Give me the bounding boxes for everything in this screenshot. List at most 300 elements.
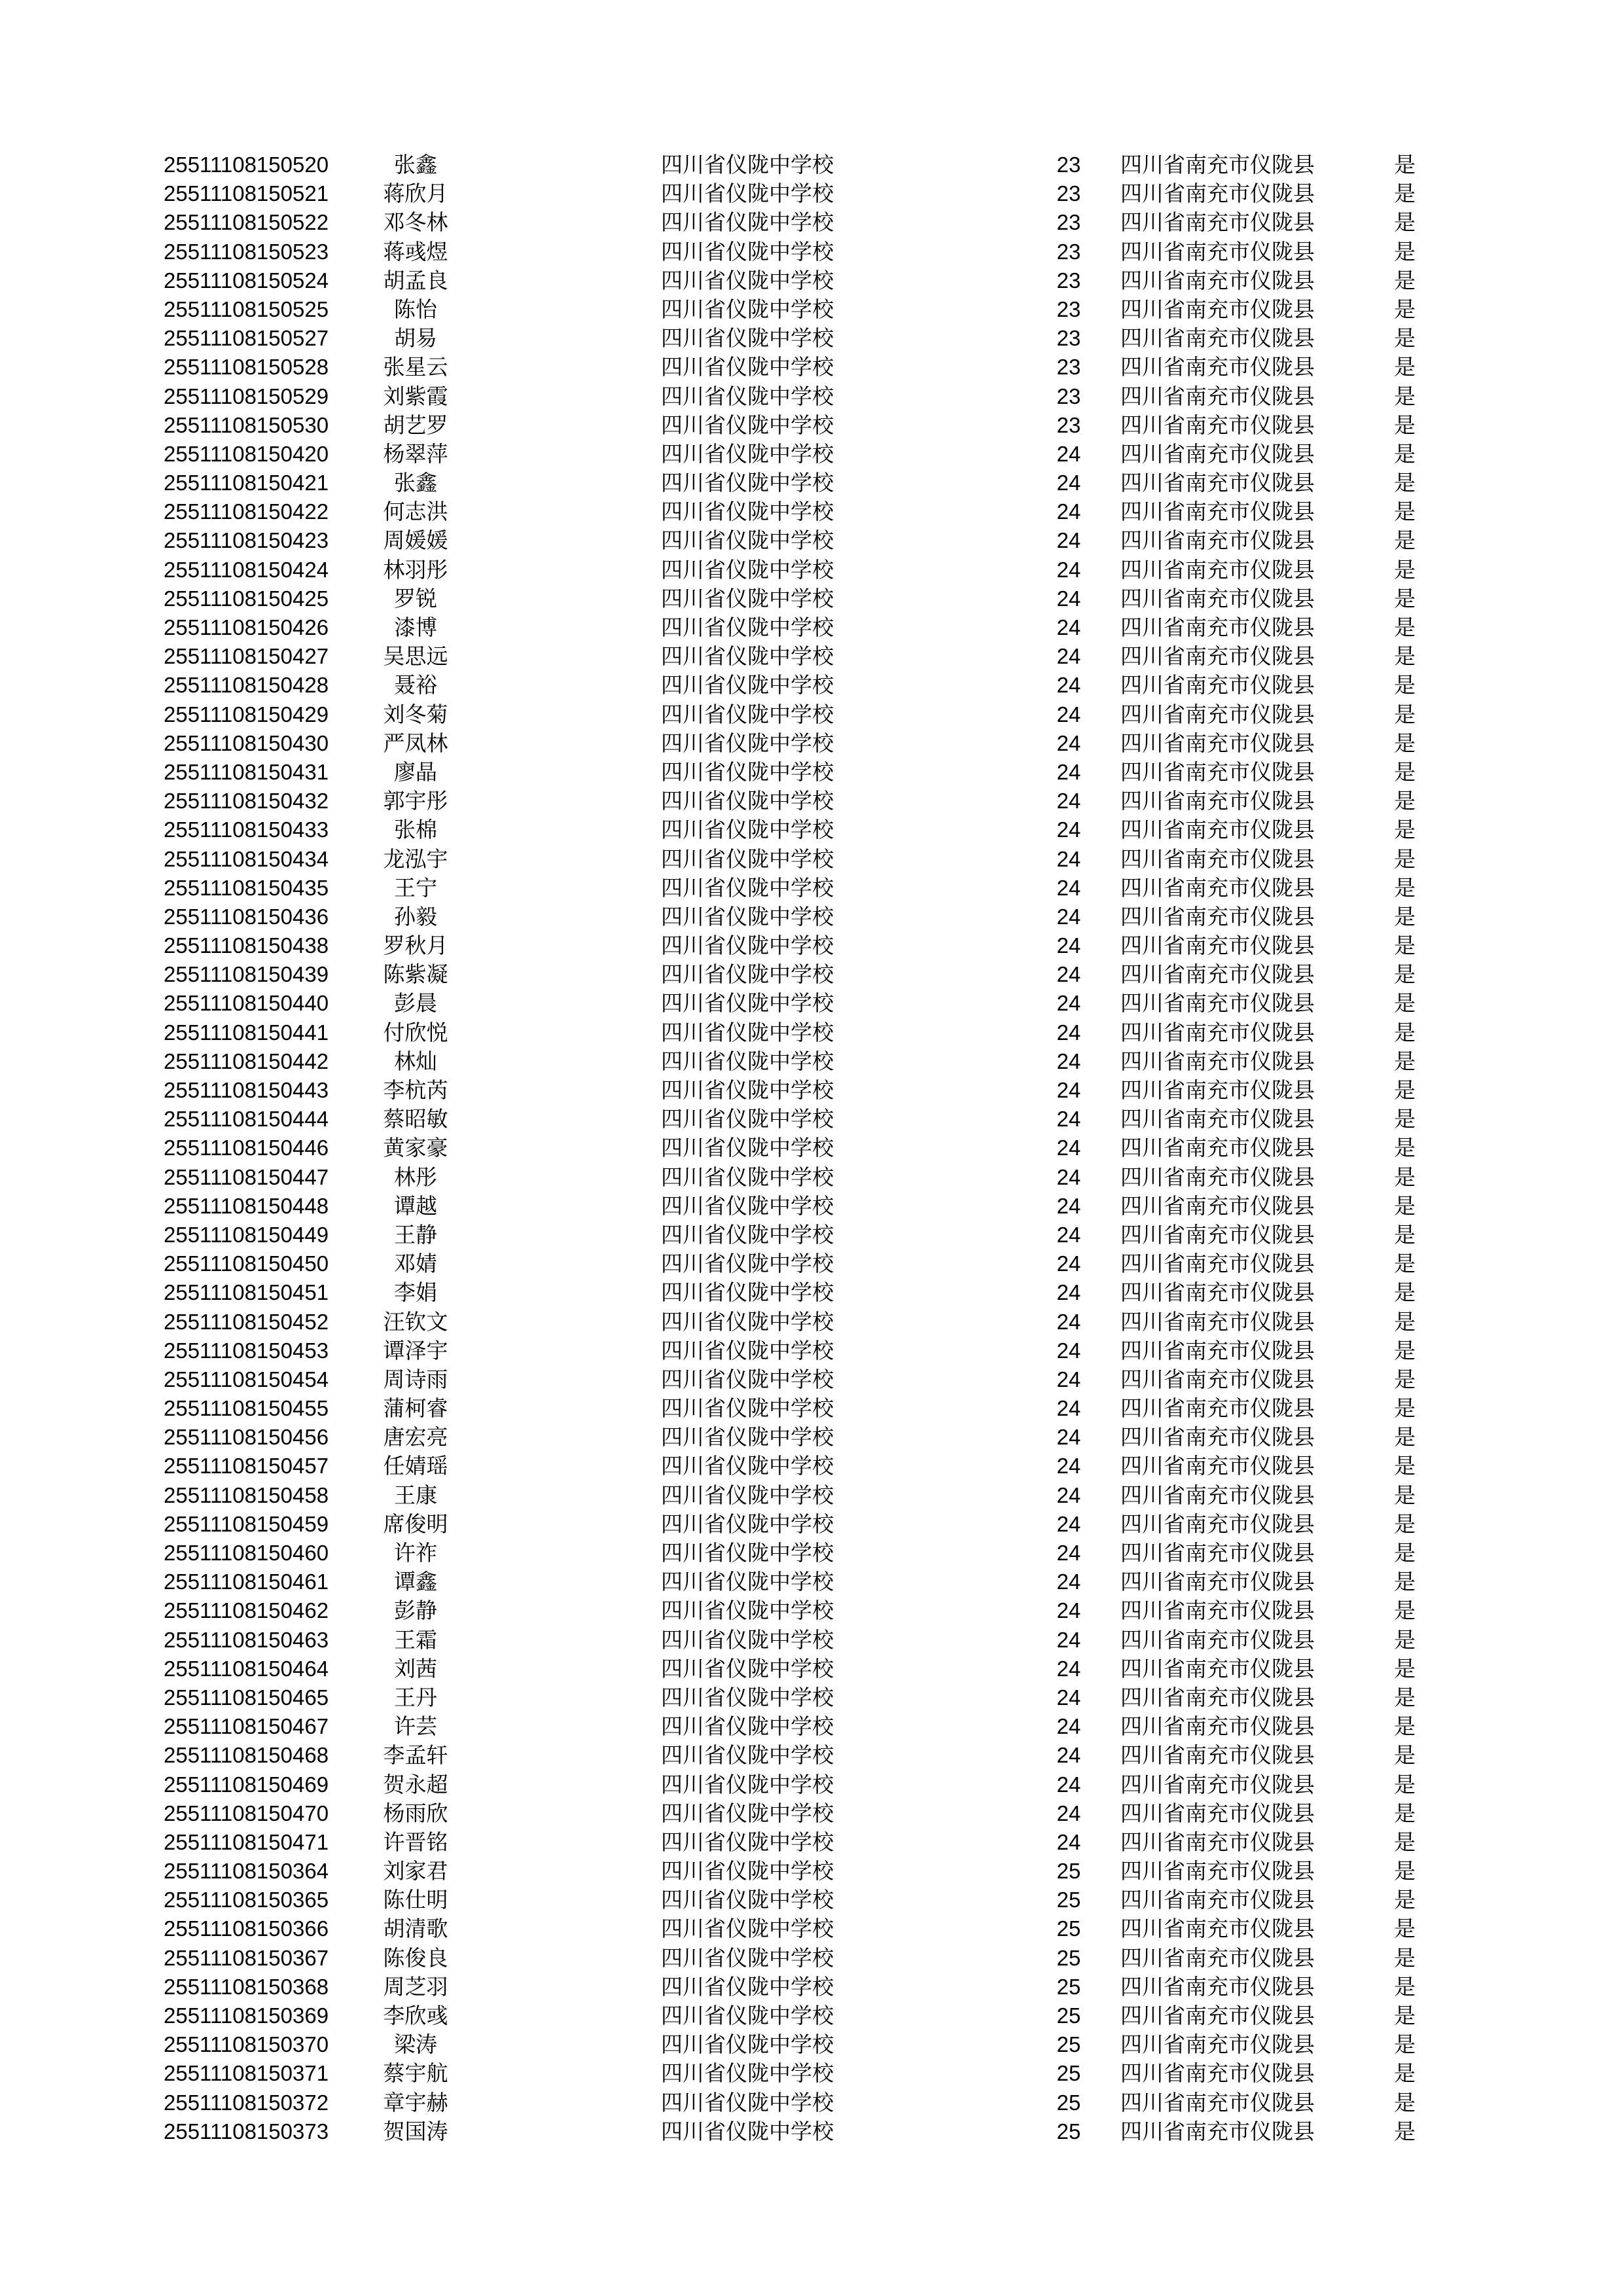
table-row xyxy=(0,1047,1623,1076)
school-cell: 四川省仪陇中学校 xyxy=(661,528,834,554)
class-number-cell: 24 xyxy=(1056,1164,1081,1189)
region-cell: 四川省南充市仪陇县 xyxy=(1120,1916,1315,1942)
class-number-cell: 24 xyxy=(1056,1627,1081,1652)
student-name-cell: 李娟 xyxy=(394,1280,437,1306)
region-cell: 四川省南充市仪陇县 xyxy=(1120,874,1315,901)
class-number-cell: 24 xyxy=(1056,1714,1081,1739)
region-cell: 四川省南充市仪陇县 xyxy=(1120,788,1315,814)
school-cell: 四川省仪陇中学校 xyxy=(661,846,834,872)
table-row xyxy=(0,1105,1623,1134)
exam-number-cell: 25511108150433 xyxy=(164,817,329,842)
student-name-cell: 张鑫 xyxy=(394,152,437,177)
flag-cell: 是 xyxy=(1394,1916,1416,1942)
school-cell: 四川省仪陇中学校 xyxy=(661,1221,834,1247)
exam-number-cell: 25511108150528 xyxy=(164,355,329,380)
flag-cell: 是 xyxy=(1394,412,1416,438)
school-cell: 四川省仪陇中学校 xyxy=(661,2060,834,2087)
region-cell: 四川省南充市仪陇县 xyxy=(1120,325,1315,351)
class-number-cell: 25 xyxy=(1056,1859,1081,1884)
table-row xyxy=(0,960,1623,989)
flag-cell: 是 xyxy=(1394,1482,1416,1508)
class-number-cell: 23 xyxy=(1056,384,1081,408)
table-row xyxy=(0,1394,1623,1423)
flag-cell: 是 xyxy=(1394,528,1416,554)
region-cell: 四川省南充市仪陇县 xyxy=(1120,817,1315,843)
flag-cell: 是 xyxy=(1394,1771,1416,1797)
class-number-cell: 23 xyxy=(1056,326,1081,351)
exam-number-cell: 25511108150444 xyxy=(164,1107,329,1132)
region-cell: 四川省南充市仪陇县 xyxy=(1120,961,1315,988)
exam-number-cell: 25511108150460 xyxy=(164,1541,329,1565)
exam-number-cell: 25511108150424 xyxy=(164,557,329,582)
class-number-cell: 24 xyxy=(1056,702,1081,726)
class-number-cell: 24 xyxy=(1056,441,1081,466)
student-name-cell: 王康 xyxy=(394,1482,437,1508)
flag-cell: 是 xyxy=(1394,1106,1416,1132)
flag-cell: 是 xyxy=(1394,1858,1416,1884)
exam-number-cell: 25511108150422 xyxy=(164,499,329,524)
class-number-cell: 24 xyxy=(1056,1829,1081,1854)
exam-number-cell: 25511108150371 xyxy=(164,2061,329,2086)
student-name-cell: 许芸 xyxy=(394,1713,437,1740)
school-cell: 四川省仪陇中学校 xyxy=(661,1019,834,1045)
exam-number-cell: 25511108150430 xyxy=(164,730,329,755)
school-cell: 四川省仪陇中学校 xyxy=(661,817,834,843)
table-row xyxy=(0,238,1623,266)
student-name-cell: 蒋欣月 xyxy=(383,181,448,207)
student-name-cell: 贺国涛 xyxy=(383,2118,448,2144)
class-number-cell: 24 xyxy=(1056,1078,1081,1102)
student-name-cell: 贺永超 xyxy=(383,1771,448,1797)
student-name-cell: 张棉 xyxy=(394,817,437,843)
school-cell: 四川省仪陇中学校 xyxy=(661,1106,834,1132)
school-cell: 四川省仪陇中学校 xyxy=(661,1945,834,1971)
student-name-cell: 蒲柯睿 xyxy=(383,1395,448,1422)
region-cell: 四川省南充市仪陇县 xyxy=(1120,1858,1315,1884)
exam-number-cell: 25511108150440 xyxy=(164,991,329,1016)
exam-number-cell: 25511108150454 xyxy=(164,1367,329,1391)
student-name-cell: 刘家君 xyxy=(383,1858,448,1884)
exam-number-cell: 25511108150373 xyxy=(164,2119,329,2144)
flag-cell: 是 xyxy=(1394,181,1416,207)
school-cell: 四川省仪陇中学校 xyxy=(661,1598,834,1624)
exam-number-cell: 25511108150442 xyxy=(164,1049,329,1073)
class-number-cell: 24 xyxy=(1056,846,1081,871)
region-cell: 四川省南充市仪陇县 xyxy=(1120,846,1315,872)
student-name-cell: 刘冬菊 xyxy=(383,701,448,727)
school-cell: 四川省仪陇中学校 xyxy=(661,2089,834,2115)
flag-cell: 是 xyxy=(1394,933,1416,959)
table-row xyxy=(0,1365,1623,1394)
class-number-cell: 24 xyxy=(1056,528,1081,553)
region-cell: 四川省南充市仪陇县 xyxy=(1120,1424,1315,1450)
school-cell: 四川省仪陇中学校 xyxy=(661,1395,834,1422)
flag-cell: 是 xyxy=(1394,701,1416,727)
school-cell: 四川省仪陇中学校 xyxy=(661,1829,834,1855)
class-number-cell: 24 xyxy=(1056,1685,1081,1710)
school-cell: 四川省仪陇中学校 xyxy=(661,296,834,322)
class-number-cell: 25 xyxy=(1056,2090,1081,2115)
table-row xyxy=(0,671,1623,700)
table-row xyxy=(0,816,1623,844)
region-cell: 四川省南充市仪陇县 xyxy=(1120,1973,1315,2000)
region-cell: 四川省南充市仪陇县 xyxy=(1120,383,1315,409)
exam-number-cell: 25511108150463 xyxy=(164,1627,329,1652)
table-row xyxy=(0,469,1623,497)
class-number-cell: 24 xyxy=(1056,759,1081,784)
school-cell: 四川省仪陇中学校 xyxy=(661,1308,834,1335)
school-cell: 四川省仪陇中学校 xyxy=(661,1742,834,1768)
class-number-cell: 25 xyxy=(1056,1916,1081,1941)
exam-number-cell: 25511108150446 xyxy=(164,1136,329,1160)
exam-number-cell: 25511108150432 xyxy=(164,789,329,814)
exam-number-cell: 25511108150462 xyxy=(164,1598,329,1623)
student-name-cell: 李欣彧 xyxy=(383,2003,448,2028)
flag-cell: 是 xyxy=(1394,2089,1416,2115)
class-number-cell: 24 xyxy=(1056,1251,1081,1276)
flag-cell: 是 xyxy=(1394,990,1416,1016)
exam-number-cell: 25511108150464 xyxy=(164,1656,329,1681)
school-cell: 四川省仪陇中学校 xyxy=(661,325,834,351)
table-row xyxy=(0,2059,1623,2088)
school-cell: 四川省仪陇中学校 xyxy=(661,1511,834,1537)
table-row xyxy=(0,266,1623,295)
region-cell: 四川省南充市仪陇县 xyxy=(1120,354,1315,380)
exam-number-cell: 25511108150524 xyxy=(164,268,329,293)
flag-cell: 是 xyxy=(1394,1973,1416,2000)
region-cell: 四川省南充市仪陇县 xyxy=(1120,1280,1315,1306)
school-cell: 四川省仪陇中学校 xyxy=(661,759,834,785)
table-row xyxy=(0,2030,1623,2059)
class-number-cell: 23 xyxy=(1056,152,1081,177)
table-row xyxy=(0,1018,1623,1047)
flag-cell: 是 xyxy=(1394,788,1416,814)
exam-number-cell: 25511108150461 xyxy=(164,1570,329,1594)
flag-cell: 是 xyxy=(1394,1829,1416,1855)
student-name-cell: 吴思远 xyxy=(383,643,448,670)
student-name-cell: 付欣悦 xyxy=(383,1019,448,1045)
exam-number-cell: 25511108150426 xyxy=(164,615,329,639)
region-cell: 四川省南充市仪陇县 xyxy=(1120,2089,1315,2115)
class-number-cell: 24 xyxy=(1056,1338,1081,1363)
student-name-cell: 周诗雨 xyxy=(383,1366,448,1392)
student-name-cell: 谭越 xyxy=(394,1193,437,1219)
region-cell: 四川省南充市仪陇县 xyxy=(1120,238,1315,264)
flag-cell: 是 xyxy=(1394,874,1416,901)
class-number-cell: 24 xyxy=(1056,1425,1081,1450)
table-row xyxy=(0,1973,1623,2001)
school-cell: 四川省仪陇中学校 xyxy=(661,181,834,207)
table-row xyxy=(0,1596,1623,1625)
student-name-cell: 胡易 xyxy=(394,325,437,351)
flag-cell: 是 xyxy=(1394,267,1416,293)
region-cell: 四川省南充市仪陇县 xyxy=(1120,1395,1315,1422)
region-cell: 四川省南充市仪陇县 xyxy=(1120,585,1315,611)
class-number-cell: 24 xyxy=(1056,1511,1081,1536)
table-row xyxy=(0,497,1623,526)
region-cell: 四川省南充市仪陇县 xyxy=(1120,1684,1315,1710)
school-cell: 四川省仪陇中学校 xyxy=(661,1540,834,1566)
flag-cell: 是 xyxy=(1394,643,1416,670)
region-cell: 四川省南充市仪陇县 xyxy=(1120,2118,1315,2144)
table-row xyxy=(0,758,1623,787)
student-name-cell: 席俊明 xyxy=(383,1511,448,1537)
region-cell: 四川省南充市仪陇县 xyxy=(1120,209,1315,236)
exam-number-cell: 25511108150520 xyxy=(164,152,329,177)
exam-number-cell: 25511108150530 xyxy=(164,412,329,437)
region-cell: 四川省南充市仪陇县 xyxy=(1120,730,1315,756)
flag-cell: 是 xyxy=(1394,1945,1416,1971)
student-name-cell: 漆博 xyxy=(394,615,437,640)
exam-number-cell: 25511108150421 xyxy=(164,471,329,495)
exam-number-cell: 25511108150436 xyxy=(164,904,329,929)
flag-cell: 是 xyxy=(1394,1308,1416,1335)
school-cell: 四川省仪陇中学校 xyxy=(661,643,834,670)
student-name-cell: 刘紫霞 xyxy=(383,383,448,409)
school-cell: 四川省仪陇中学校 xyxy=(661,1626,834,1653)
exam-number-cell: 25511108150428 xyxy=(164,673,329,698)
region-cell: 四川省南充市仪陇县 xyxy=(1120,2032,1315,2058)
table-row xyxy=(0,411,1623,440)
region-cell: 四川省南充市仪陇县 xyxy=(1120,701,1315,727)
student-name-cell: 黄家豪 xyxy=(383,1135,448,1161)
exam-number-cell: 25511108150470 xyxy=(164,1801,329,1825)
school-cell: 四川省仪陇中学校 xyxy=(661,1482,834,1508)
exam-number-cell: 25511108150367 xyxy=(164,1945,329,1970)
student-name-cell: 周芝羽 xyxy=(383,1973,448,2000)
class-number-cell: 24 xyxy=(1056,1772,1081,1797)
class-number-cell: 24 xyxy=(1056,1020,1081,1045)
region-cell: 四川省南充市仪陇县 xyxy=(1120,1221,1315,1247)
region-cell: 四川省南充市仪陇县 xyxy=(1120,615,1315,640)
region-cell: 四川省南充市仪陇县 xyxy=(1120,470,1315,496)
class-number-cell: 23 xyxy=(1056,412,1081,437)
region-cell: 四川省南充市仪陇县 xyxy=(1120,1482,1315,1508)
exam-number-cell: 25511108150364 xyxy=(164,1859,329,1884)
flag-cell: 是 xyxy=(1394,1684,1416,1710)
class-number-cell: 23 xyxy=(1056,181,1081,206)
exam-number-cell: 25511108150467 xyxy=(164,1714,329,1739)
region-cell: 四川省南充市仪陇县 xyxy=(1120,643,1315,670)
school-cell: 四川省仪陇中学校 xyxy=(661,440,834,467)
school-cell: 四川省仪陇中学校 xyxy=(661,874,834,901)
flag-cell: 是 xyxy=(1394,556,1416,583)
flag-cell: 是 xyxy=(1394,1453,1416,1479)
table-row xyxy=(0,526,1623,555)
exam-number-cell: 25511108150369 xyxy=(164,2003,329,2028)
class-number-cell: 23 xyxy=(1056,355,1081,380)
school-cell: 四川省仪陇中学校 xyxy=(661,990,834,1016)
class-number-cell: 24 xyxy=(1056,1454,1081,1479)
student-name-cell: 唐宏亮 xyxy=(383,1424,448,1450)
table-row xyxy=(0,1886,1623,1914)
school-cell: 四川省仪陇中学校 xyxy=(661,1916,834,1942)
school-cell: 四川省仪陇中学校 xyxy=(661,267,834,293)
student-name-cell: 陈紫凝 xyxy=(383,961,448,988)
school-cell: 四川省仪陇中学校 xyxy=(661,903,834,929)
region-cell: 四川省南充市仪陇县 xyxy=(1120,1800,1315,1826)
table-row xyxy=(0,1308,1623,1336)
flag-cell: 是 xyxy=(1394,2032,1416,2058)
region-cell: 四川省南充市仪陇县 xyxy=(1120,1540,1315,1566)
school-cell: 四川省仪陇中学校 xyxy=(661,1048,834,1074)
table-row xyxy=(0,642,1623,671)
school-cell: 四川省仪陇中学校 xyxy=(661,209,834,236)
exam-number-cell: 25511108150468 xyxy=(164,1743,329,1768)
school-cell: 四川省仪陇中学校 xyxy=(661,1251,834,1277)
student-name-cell: 李孟轩 xyxy=(383,1742,448,1768)
exam-number-cell: 25511108150372 xyxy=(164,2090,329,2115)
exam-number-cell: 25511108150522 xyxy=(164,210,329,235)
flag-cell: 是 xyxy=(1394,1713,1416,1740)
flag-cell: 是 xyxy=(1394,2003,1416,2028)
student-name-cell: 许晋铭 xyxy=(383,1829,448,1855)
student-name-cell: 林羽彤 xyxy=(383,556,448,583)
flag-cell: 是 xyxy=(1394,672,1416,698)
table-row xyxy=(0,989,1623,1018)
school-cell: 四川省仪陇中学校 xyxy=(661,1713,834,1740)
class-number-cell: 25 xyxy=(1056,2061,1081,2086)
exam-number-cell: 25511108150439 xyxy=(164,962,329,987)
class-number-cell: 24 xyxy=(1056,557,1081,582)
flag-cell: 是 xyxy=(1394,1337,1416,1363)
exam-number-cell: 25511108150429 xyxy=(164,702,329,726)
table-row xyxy=(0,440,1623,469)
flag-cell: 是 xyxy=(1394,238,1416,264)
exam-number-cell: 25511108150471 xyxy=(164,1829,329,1854)
table-row xyxy=(0,1655,1623,1683)
class-number-cell: 24 xyxy=(1056,933,1081,958)
class-number-cell: 24 xyxy=(1056,875,1081,900)
flag-cell: 是 xyxy=(1394,499,1416,525)
school-cell: 四川省仪陇中学校 xyxy=(661,672,834,698)
table-row xyxy=(0,2089,1623,2117)
table-row xyxy=(0,208,1623,237)
school-cell: 四川省仪陇中学校 xyxy=(661,1164,834,1190)
table-row xyxy=(0,1799,1623,1828)
table-row xyxy=(0,1568,1623,1596)
flag-cell: 是 xyxy=(1394,1511,1416,1537)
table-row xyxy=(0,845,1623,874)
exam-number-cell: 25511108150368 xyxy=(164,1974,329,1999)
table-row xyxy=(0,1510,1623,1539)
table-row xyxy=(0,1539,1623,1568)
school-cell: 四川省仪陇中学校 xyxy=(661,585,834,611)
student-name-cell: 王宁 xyxy=(394,874,437,901)
class-number-cell: 24 xyxy=(1056,817,1081,842)
school-cell: 四川省仪陇中学校 xyxy=(661,1193,834,1219)
school-cell: 四川省仪陇中学校 xyxy=(661,615,834,640)
school-cell: 四川省仪陇中学校 xyxy=(661,2003,834,2028)
table-row xyxy=(0,1914,1623,1943)
student-name-cell: 胡孟良 xyxy=(383,267,448,293)
flag-cell: 是 xyxy=(1394,1221,1416,1247)
student-name-cell: 李杭芮 xyxy=(383,1077,448,1103)
region-cell: 四川省南充市仪陇县 xyxy=(1120,152,1315,177)
class-number-cell: 24 xyxy=(1056,1743,1081,1768)
table-row xyxy=(0,1741,1623,1770)
flag-cell: 是 xyxy=(1394,615,1416,640)
student-name-cell: 罗锐 xyxy=(394,585,437,611)
flag-cell: 是 xyxy=(1394,1540,1416,1566)
school-cell: 四川省仪陇中学校 xyxy=(661,2118,834,2144)
flag-cell: 是 xyxy=(1394,440,1416,467)
table-row xyxy=(0,1336,1623,1365)
region-cell: 四川省南充市仪陇县 xyxy=(1120,1164,1315,1190)
table-row xyxy=(0,1423,1623,1452)
table-row xyxy=(0,874,1623,903)
school-cell: 四川省仪陇中学校 xyxy=(661,1077,834,1103)
region-cell: 四川省南充市仪陇县 xyxy=(1120,933,1315,959)
region-cell: 四川省南充市仪陇县 xyxy=(1120,1771,1315,1797)
table-row xyxy=(0,787,1623,816)
region-cell: 四川省南充市仪陇县 xyxy=(1120,528,1315,554)
exam-number-cell: 25511108150427 xyxy=(164,644,329,669)
class-number-cell: 24 xyxy=(1056,1570,1081,1594)
table-row xyxy=(0,295,1623,324)
class-number-cell: 25 xyxy=(1056,1888,1081,1912)
flag-cell: 是 xyxy=(1394,1800,1416,1826)
student-name-cell: 蔡昭敏 xyxy=(383,1106,448,1132)
region-cell: 四川省南充市仪陇县 xyxy=(1120,1945,1315,1971)
school-cell: 四川省仪陇中学校 xyxy=(661,701,834,727)
flag-cell: 是 xyxy=(1394,903,1416,929)
table-row xyxy=(0,729,1623,758)
exam-number-cell: 25511108150441 xyxy=(164,1020,329,1045)
student-name-cell: 罗秋月 xyxy=(383,933,448,959)
table-row xyxy=(0,179,1623,208)
student-name-cell: 王丹 xyxy=(394,1684,437,1710)
region-cell: 四川省南充市仪陇县 xyxy=(1120,1453,1315,1479)
region-cell: 四川省南充市仪陇县 xyxy=(1120,2003,1315,2028)
exam-number-cell: 25511108150521 xyxy=(164,181,329,206)
student-name-cell: 谭鑫 xyxy=(394,1569,437,1595)
exam-number-cell: 25511108150448 xyxy=(164,1193,329,1218)
table-row xyxy=(0,1221,1623,1249)
flag-cell: 是 xyxy=(1394,1742,1416,1768)
flag-cell: 是 xyxy=(1394,470,1416,496)
flag-cell: 是 xyxy=(1394,354,1416,380)
class-number-cell: 24 xyxy=(1056,499,1081,524)
student-name-cell: 梁涛 xyxy=(394,2032,437,2058)
student-name-cell: 王霜 xyxy=(394,1626,437,1653)
school-cell: 四川省仪陇中学校 xyxy=(661,1800,834,1826)
school-cell: 四川省仪陇中学校 xyxy=(661,1887,834,1913)
region-cell: 四川省南充市仪陇县 xyxy=(1120,1077,1315,1103)
school-cell: 四川省仪陇中学校 xyxy=(661,556,834,583)
exam-number-cell: 25511108150458 xyxy=(164,1482,329,1507)
class-number-cell: 25 xyxy=(1056,2032,1081,2057)
flag-cell: 是 xyxy=(1394,585,1416,611)
table-row xyxy=(0,2001,1623,2030)
region-cell: 四川省南充市仪陇县 xyxy=(1120,1337,1315,1363)
school-cell: 四川省仪陇中学校 xyxy=(661,2032,834,2058)
class-number-cell: 24 xyxy=(1056,1107,1081,1132)
school-cell: 四川省仪陇中学校 xyxy=(661,1280,834,1306)
flag-cell: 是 xyxy=(1394,1655,1416,1681)
student-name-cell: 林彤 xyxy=(394,1164,437,1190)
region-cell: 四川省南充市仪陇县 xyxy=(1120,440,1315,467)
region-cell: 四川省南充市仪陇县 xyxy=(1120,1106,1315,1132)
region-cell: 四川省南充市仪陇县 xyxy=(1120,1713,1315,1740)
student-name-cell: 彭静 xyxy=(394,1598,437,1624)
table-row xyxy=(0,1481,1623,1510)
student-name-cell: 章宇赫 xyxy=(383,2089,448,2115)
exam-number-cell: 25511108150523 xyxy=(164,239,329,264)
school-cell: 四川省仪陇中学校 xyxy=(661,238,834,264)
flag-cell: 是 xyxy=(1394,1019,1416,1045)
class-number-cell: 24 xyxy=(1056,471,1081,495)
